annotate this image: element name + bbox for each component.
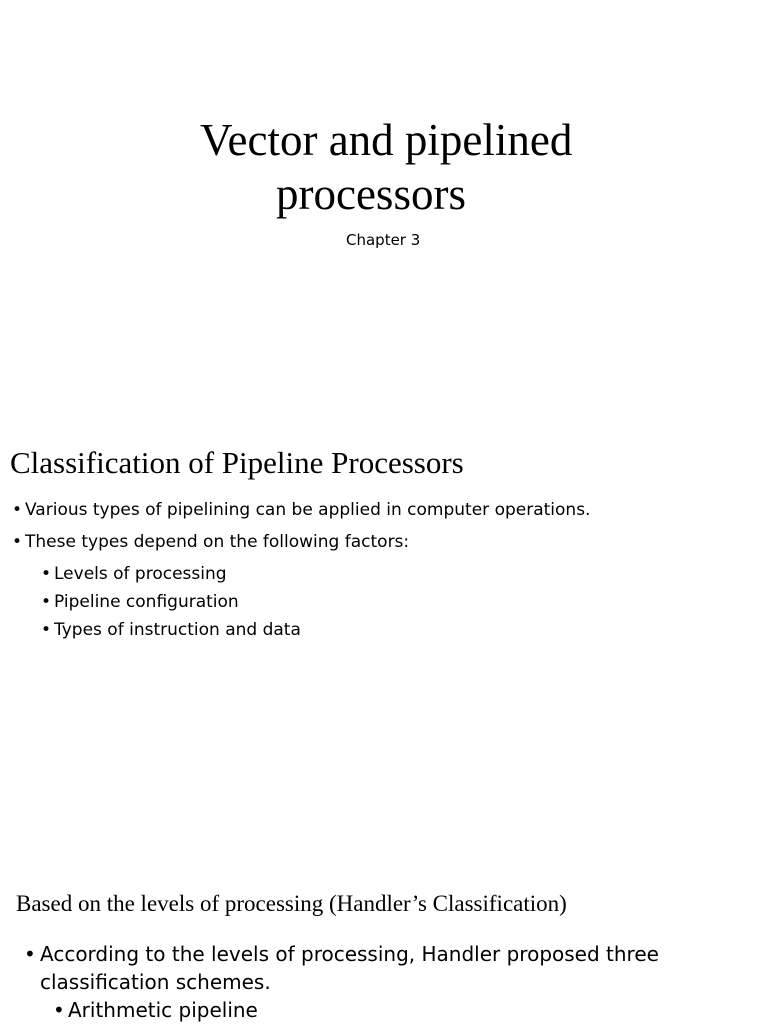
bullet-glyph: •: [53, 998, 65, 1022]
bullet-list: [24, 940, 659, 1024]
bullet-glyph: •: [41, 564, 52, 584]
bullet-glyph: •: [12, 532, 23, 552]
slide-handler-classification: [0, 860, 768, 1024]
bullet-glyph: •: [12, 500, 23, 520]
sub-bullet-item: [12, 618, 590, 646]
bullet-item: [24, 940, 659, 968]
sub-bullet-text: Types of instruction and data: [54, 620, 301, 640]
slide-title-line-1: Vector and pipelined: [200, 115, 573, 165]
bullet-glyph: •: [24, 942, 36, 966]
sub-bullet-text: Arithmetic pipeline: [68, 998, 258, 1022]
bullet-item: [12, 530, 590, 562]
sub-bullet-item: [12, 562, 590, 590]
sub-bullet-text: Pipeline configuration: [54, 592, 239, 612]
bullet-glyph: •: [41, 620, 52, 640]
bullet-text: These types depend on the following factors:: [25, 532, 410, 552]
sub-bullet-item: [24, 996, 659, 1024]
slide-title: [0, 0, 768, 384]
slide-heading: Based on the levels of processing (Handler’s Classification): [16, 891, 567, 916]
slide-subtitle: Chapter 3: [346, 231, 421, 249]
bullet-glyph: •: [41, 592, 52, 612]
bullet-text-line-2: classification schemes.: [40, 970, 271, 994]
slide-title-line-2: processors: [276, 169, 466, 219]
bullet-text: Various types of pipelining can be applied in computer operations.: [25, 500, 591, 520]
bullet-text-line-1: According to the levels of processing, Handler proposed three: [40, 942, 659, 966]
bullet-continuation: [24, 968, 659, 996]
bullet-list: [12, 498, 590, 646]
slide-classification: [0, 420, 768, 820]
slide-heading: Classification of Pipeline Processors: [10, 445, 464, 480]
sub-bullet-item: [12, 590, 590, 618]
bullet-item: [12, 498, 590, 530]
sub-bullet-text: Levels of processing: [54, 564, 227, 584]
